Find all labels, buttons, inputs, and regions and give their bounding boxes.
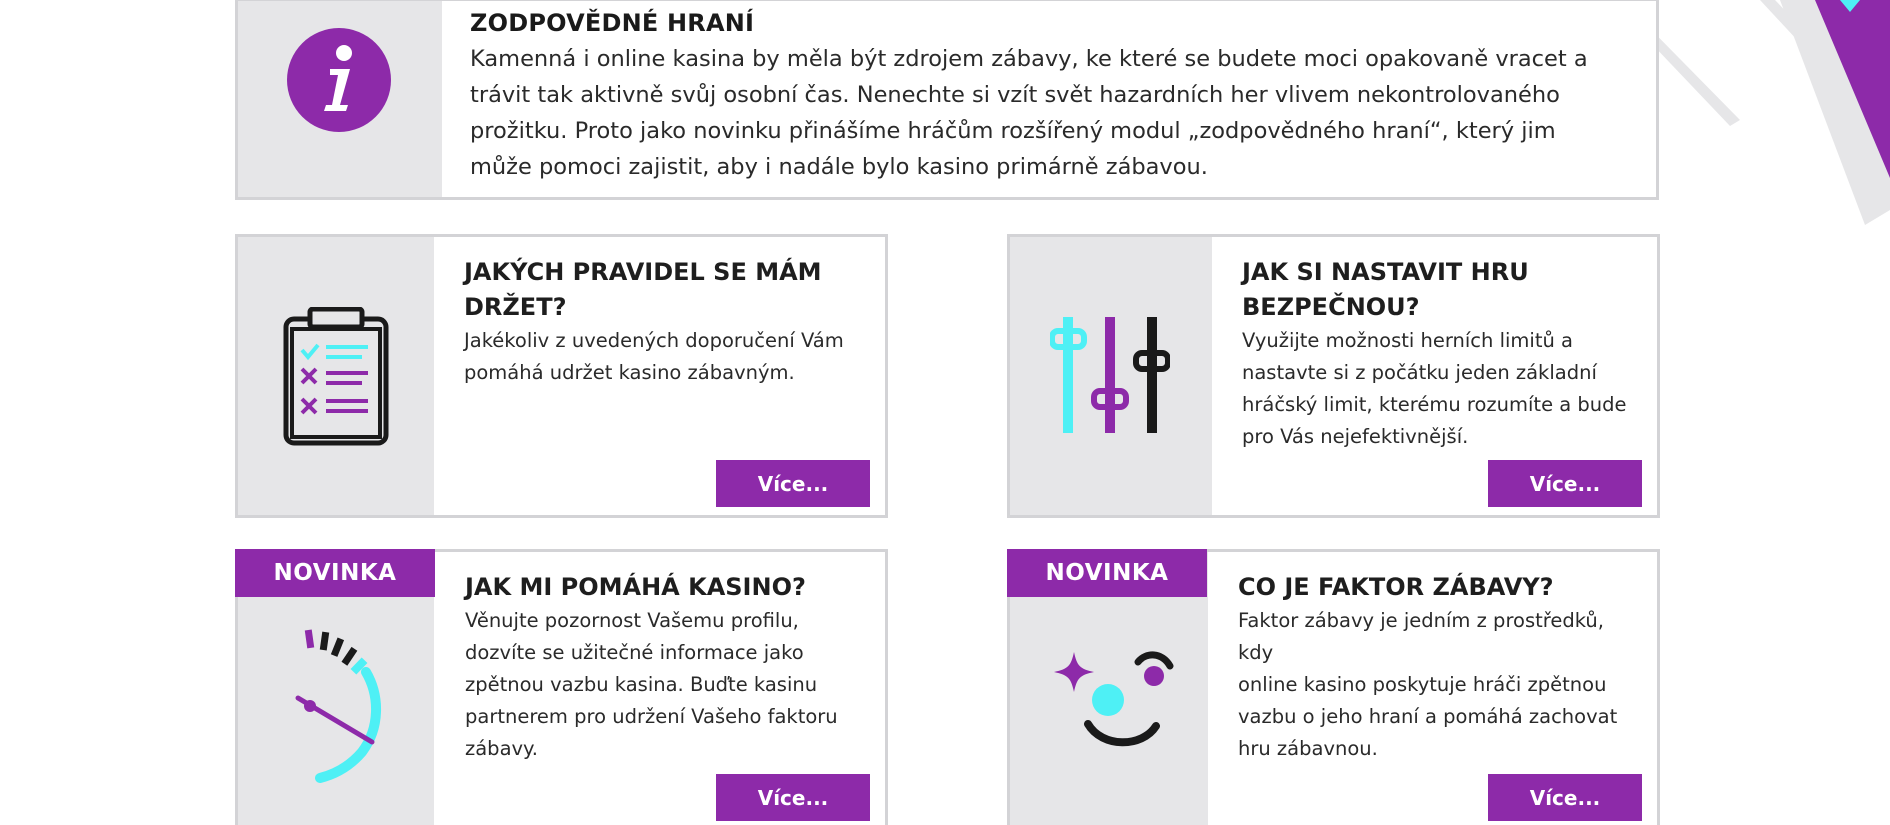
- sliders-icon: [1050, 313, 1170, 439]
- responsible-gaming-intro: [235, 0, 1659, 200]
- intro-body: Kamenná i online kasina by měla být zdrojem zábavy, ke které se budete moci opakovaně vracet a trávit tak aktivně svůj osobní čas. Nenechte si vzít svět hazardních her vlivem nekontrolovaného prožitku. Proto jako novinku přinášíme hráčům rozšířený modul „zodpovědného hraní“, který jim může pomoci zajistit, aby i nadále bylo kasino primárně zábavou.: [470, 46, 1588, 180]
- card-title: JAK SI NASTAVIT HRU BEZPEČNOU?: [1242, 258, 1529, 321]
- card-body: Využijte možnosti herních limitů a nastavte si z počátku jeden základní hráčský limit, kterému rozumíte a bude pro Vás nejefektivnější.: [1242, 329, 1627, 448]
- new-badge: NOVINKA: [235, 549, 435, 597]
- card-casino-help: [235, 549, 888, 825]
- card-fun-factor: [1007, 549, 1660, 825]
- card-body: Faktor zábavy je jedním z prostředků, kdy online kasino poskytuje hráči zpětnou vazbu o jeho hraní a pomáhá zachovat hru zábavnou.: [1238, 609, 1618, 760]
- fun-face-icon: [1050, 644, 1180, 754]
- more-button-safe-setup[interactable]: Více...: [1488, 460, 1642, 507]
- gauge-icon: [288, 628, 398, 788]
- card-title: CO JE FAKTOR ZÁBAVY?: [1238, 573, 1554, 601]
- intro-icon-pane: [238, 1, 442, 197]
- info-icon: [286, 27, 392, 133]
- new-badge: NOVINKA: [1007, 549, 1207, 597]
- more-button-rules[interactable]: Více...: [716, 460, 870, 507]
- more-button-fun-factor[interactable]: Více...: [1488, 774, 1642, 821]
- card-safe-setup: [1007, 234, 1660, 518]
- card-title: JAKÝCH PRAVIDEL SE MÁM DRŽET?: [464, 258, 822, 321]
- card-title: JAK MI POMÁHÁ KASINO?: [465, 573, 806, 601]
- card-body: Věnujte pozornost Vašemu profilu, dozvíte se užitečné informace jako zpětnou vazbu kasina. Buďte kasinu partnerem pro udržení Vašeho faktoru zábavy.: [465, 609, 838, 760]
- card-icon-pane: [1010, 237, 1212, 515]
- clipboard-checklist-icon: [282, 307, 392, 447]
- card-body: Jakékoliv z uvedených doporučení Vám pomáhá udržet kasino zábavným.: [464, 329, 844, 384]
- intro-title: ZODPOVĚDNÉ HRANÍ: [470, 9, 755, 37]
- card-icon-pane: [238, 237, 434, 515]
- card-rules: [235, 234, 888, 518]
- more-button-casino-help[interactable]: Více...: [716, 774, 870, 821]
